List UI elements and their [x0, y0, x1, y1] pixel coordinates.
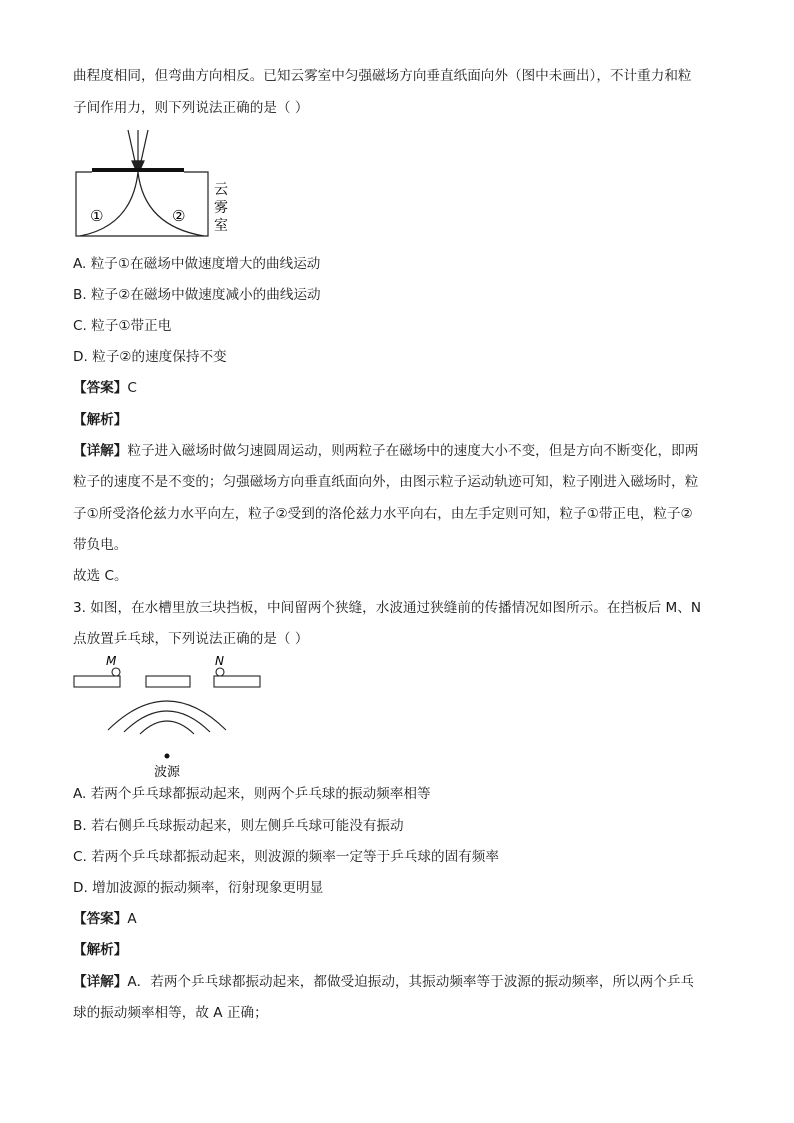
- left-baffle: [74, 676, 120, 687]
- particle-1-label: ①: [90, 207, 104, 225]
- wave-source-dot: [165, 754, 170, 759]
- q3-detail-line-1: [73, 972, 694, 992]
- q2-option-d: D. 粒子②的速度保持不变: [73, 349, 227, 365]
- q2-stem-line-1: 曲程度相同，但弯曲方向相反。已知云雾室中匀强磁场方向垂直纸面向外（图中未画出），不计重力和粒: [73, 68, 692, 84]
- q2-option-a: A. 粒子①在磁场中做速度增大的曲线运动: [73, 256, 321, 272]
- chamber-char-1: 云: [214, 182, 228, 198]
- q3-option-d: D. 增加波源的振动频率，衍射现象更明显: [73, 880, 324, 896]
- answer-tag: 【答案】: [73, 911, 128, 927]
- trajectory-2: [138, 172, 204, 236]
- q2-detail-line-3: 子①所受洛伦兹力水平向左，粒子②受到的洛伦兹力水平向右，由左手定则可知，粒子①带正电，粒子②: [73, 506, 693, 522]
- right-baffle: [214, 676, 260, 687]
- q2-detail-line-4: 带负电。: [73, 537, 128, 553]
- detail-tag: 【详解】: [73, 443, 128, 459]
- answer-tag: 【答案】: [73, 380, 128, 396]
- chamber-box: [76, 172, 208, 236]
- wave-source-label: 波源: [154, 765, 181, 780]
- wave-front-inner: [140, 721, 194, 734]
- q3-option-c: C. 若两个乒乓球都振动起来，则波源的频率一定等于乒乓球的固有频率: [73, 849, 499, 865]
- q2-stem-line-2: 子间作用力，则下列说法正确的是（ ）: [73, 100, 309, 116]
- detail-tag: 【详解】: [73, 974, 128, 990]
- middle-baffle: [146, 676, 190, 687]
- trajectory-1: [80, 172, 138, 236]
- answer-value: C: [127, 380, 137, 396]
- q3-option-a: A. 若两个乒乓球都振动起来，则两个乒乓球的振动频率相等: [73, 786, 431, 802]
- q2-conclusion: 故选 C。: [73, 568, 128, 584]
- wave-front-outer: [108, 701, 226, 730]
- q2-detail-line-2: 粒子的速度不是不变的；匀强磁场方向垂直纸面向外，由图示粒子运动轨迹可知，粒子刚进入磁场时，粒: [73, 474, 699, 490]
- chamber-char-2: 雾: [214, 200, 228, 216]
- particle-2-label: ②: [172, 207, 186, 225]
- label-n: N: [215, 654, 224, 668]
- q2-option-c: C. 粒子①带正电: [73, 318, 172, 334]
- water-wave-figure: [72, 652, 268, 780]
- detail-text: 粒子进入磁场时做匀速圆周运动，则两粒子在磁场中的速度大小不变，但是方向不断变化，即两: [127, 443, 699, 459]
- detail-text: A．若两个乒乓球都振动起来，都做受迫振动，其振动频率等于波源的振动频率，所以两个乒乓: [127, 974, 695, 990]
- chamber-char-3: 室: [214, 218, 228, 234]
- label-m: M: [106, 654, 117, 668]
- q2-detail-line-1: [73, 441, 698, 461]
- q3-stem-line-1: 3. 如图，在水槽里放三块挡板，中间留两个狭缝，水波通过狭缝前的传播情况如图所示。在挡板后 M、N: [73, 600, 702, 616]
- q3-option-b: B. 若右侧乒乓球振动起来，则左侧乒乓球可能没有振动: [73, 818, 404, 834]
- q3-analysis-tag: 【解析】: [73, 942, 128, 958]
- ball-m: [112, 668, 120, 676]
- q3-stem-line-2: 点放置乒乓球，下列说法正确的是（ ）: [73, 631, 309, 647]
- q2-option-b: B. 粒子②在磁场中做速度减小的曲线运动: [73, 287, 321, 303]
- ball-n: [216, 668, 224, 676]
- entry-plate: [92, 168, 184, 172]
- answer-value: A: [127, 911, 137, 927]
- cloud-chamber-figure: [72, 126, 232, 240]
- q2-analysis-tag: 【解析】: [73, 412, 128, 428]
- q2-answer: [73, 378, 137, 398]
- q3-answer: [73, 909, 137, 929]
- incoming-particle-arrows: [128, 130, 148, 170]
- q3-detail-line-2: 球的振动频率相等，故 A 正确；: [73, 1005, 268, 1021]
